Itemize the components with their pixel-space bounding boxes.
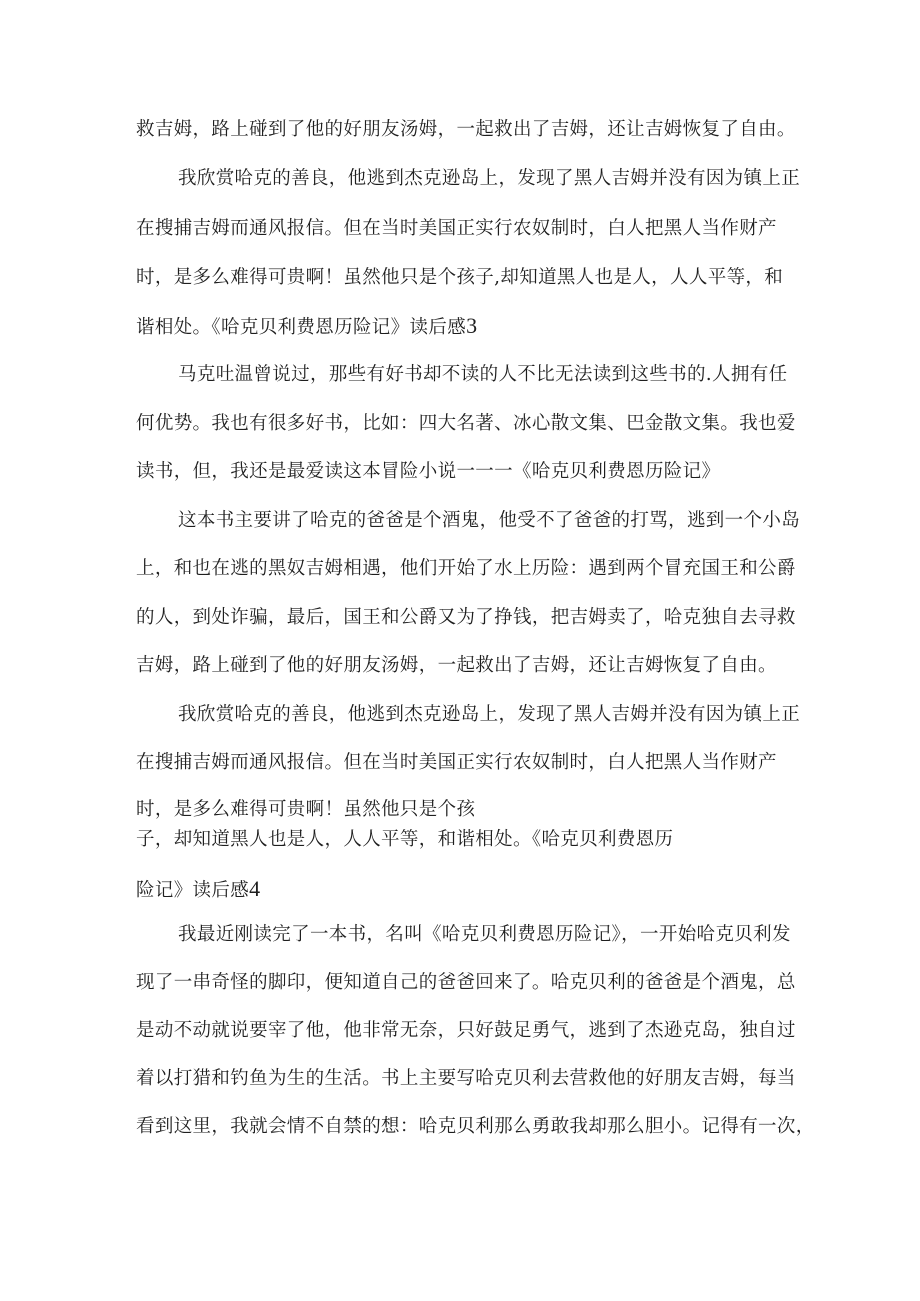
section-heading-line	[136, 313, 477, 341]
text-line-5: 谐相处。《哈克贝利费恩历险记》读后感	[136, 317, 467, 338]
text-line-6: 马克吐温曾说过，那些有好书却不读的人不比无法读到这些书的.人拥有任	[178, 364, 788, 385]
section-number-4: 4	[249, 876, 261, 901]
text-line-14: 在搜捕吉姆而通风报信。但在当时美国正实行农奴制时，白人把黑人当作财产	[136, 752, 777, 773]
text-line-9: 这本书主要讲了哈克的爸爸是个酒鬼，他受不了爸爸的打骂，逃到一个小岛	[178, 510, 801, 531]
text-line-21: 着以打猎和钓鱼为生的生活。书上主要写哈克贝利去营救他的好朋友吉姆，每当	[136, 1068, 796, 1089]
text-line-16: 子，却知道黑人也是人，人人平等，和谐相处。《哈克贝利费恩历	[136, 829, 674, 850]
text-line-13: 我欣赏哈克的善良，他逃到杰克逊岛上，发现了黑人吉姆并没有因为镇上正	[178, 704, 801, 725]
text-line-10: 上，和也在逃的黑奴吉姆相遇，他们开始了水上历险：遇到两个冒充国王和公爵	[136, 558, 796, 579]
section-heading-line-2	[136, 876, 260, 904]
text-line-12: 吉姆，路上碰到了他的好朋友汤姆，一起救出了吉姆，还让吉姆恢复了自由。	[136, 655, 777, 676]
text-line-17: 险记》读后感	[136, 880, 250, 901]
text-line-15: 时，是多么难得可贵啊！虽然他只是个孩	[136, 799, 476, 820]
text-line-1: 救吉姆，路上碰到了他的好朋友汤姆，一起救出了吉姆，还让吉姆恢复了自由。	[136, 119, 796, 140]
text-line-4: 时，是多么难得可贵啊！虽然他只是个孩子,却知道黑人也是人，人人平等，和	[136, 267, 784, 288]
text-line-11: 的人，到处诈骗，最后，国王和公爵又为了挣钱，把吉姆卖了，哈克独自去寻救	[136, 607, 796, 628]
text-line-19: 现了一串奇怪的脚印，便知道自己的爸爸回来了。哈克贝利的爸爸是个酒鬼，总	[136, 972, 796, 993]
text-line-18: 我最近刚读完了一本书，名叫《哈克贝利费恩历险记》，一开始哈克贝利发	[178, 924, 791, 945]
text-line-20: 是动不动就说要宰了他，他非常无奈，只好鼓足勇气，逃到了杰逊克岛，独自过	[136, 1020, 796, 1041]
text-line-7: 何优势。我也有很多好书，比如：四大名著、冰心散文集、巴金散文集。我也爱	[136, 413, 796, 434]
text-line-3: 在搜捕吉姆而通风报信。但在当时美国正实行农奴制时，白人把黑人当作财产	[136, 218, 777, 239]
text-line-22: 看到这里，我就会情不自禁的想：哈克贝利那么勇敢我却那么胆小。记得有一次，	[136, 1116, 815, 1137]
text-line-2: 我欣赏哈克的善良，他逃到杰克逊岛上，发现了黑人吉姆并没有因为镇上正	[178, 168, 801, 189]
section-number-3: 3	[466, 313, 478, 338]
text-line-8: 读书，但，我还是最爱读这本冒险小说一一一《哈克贝利费恩历险记》	[136, 461, 721, 482]
